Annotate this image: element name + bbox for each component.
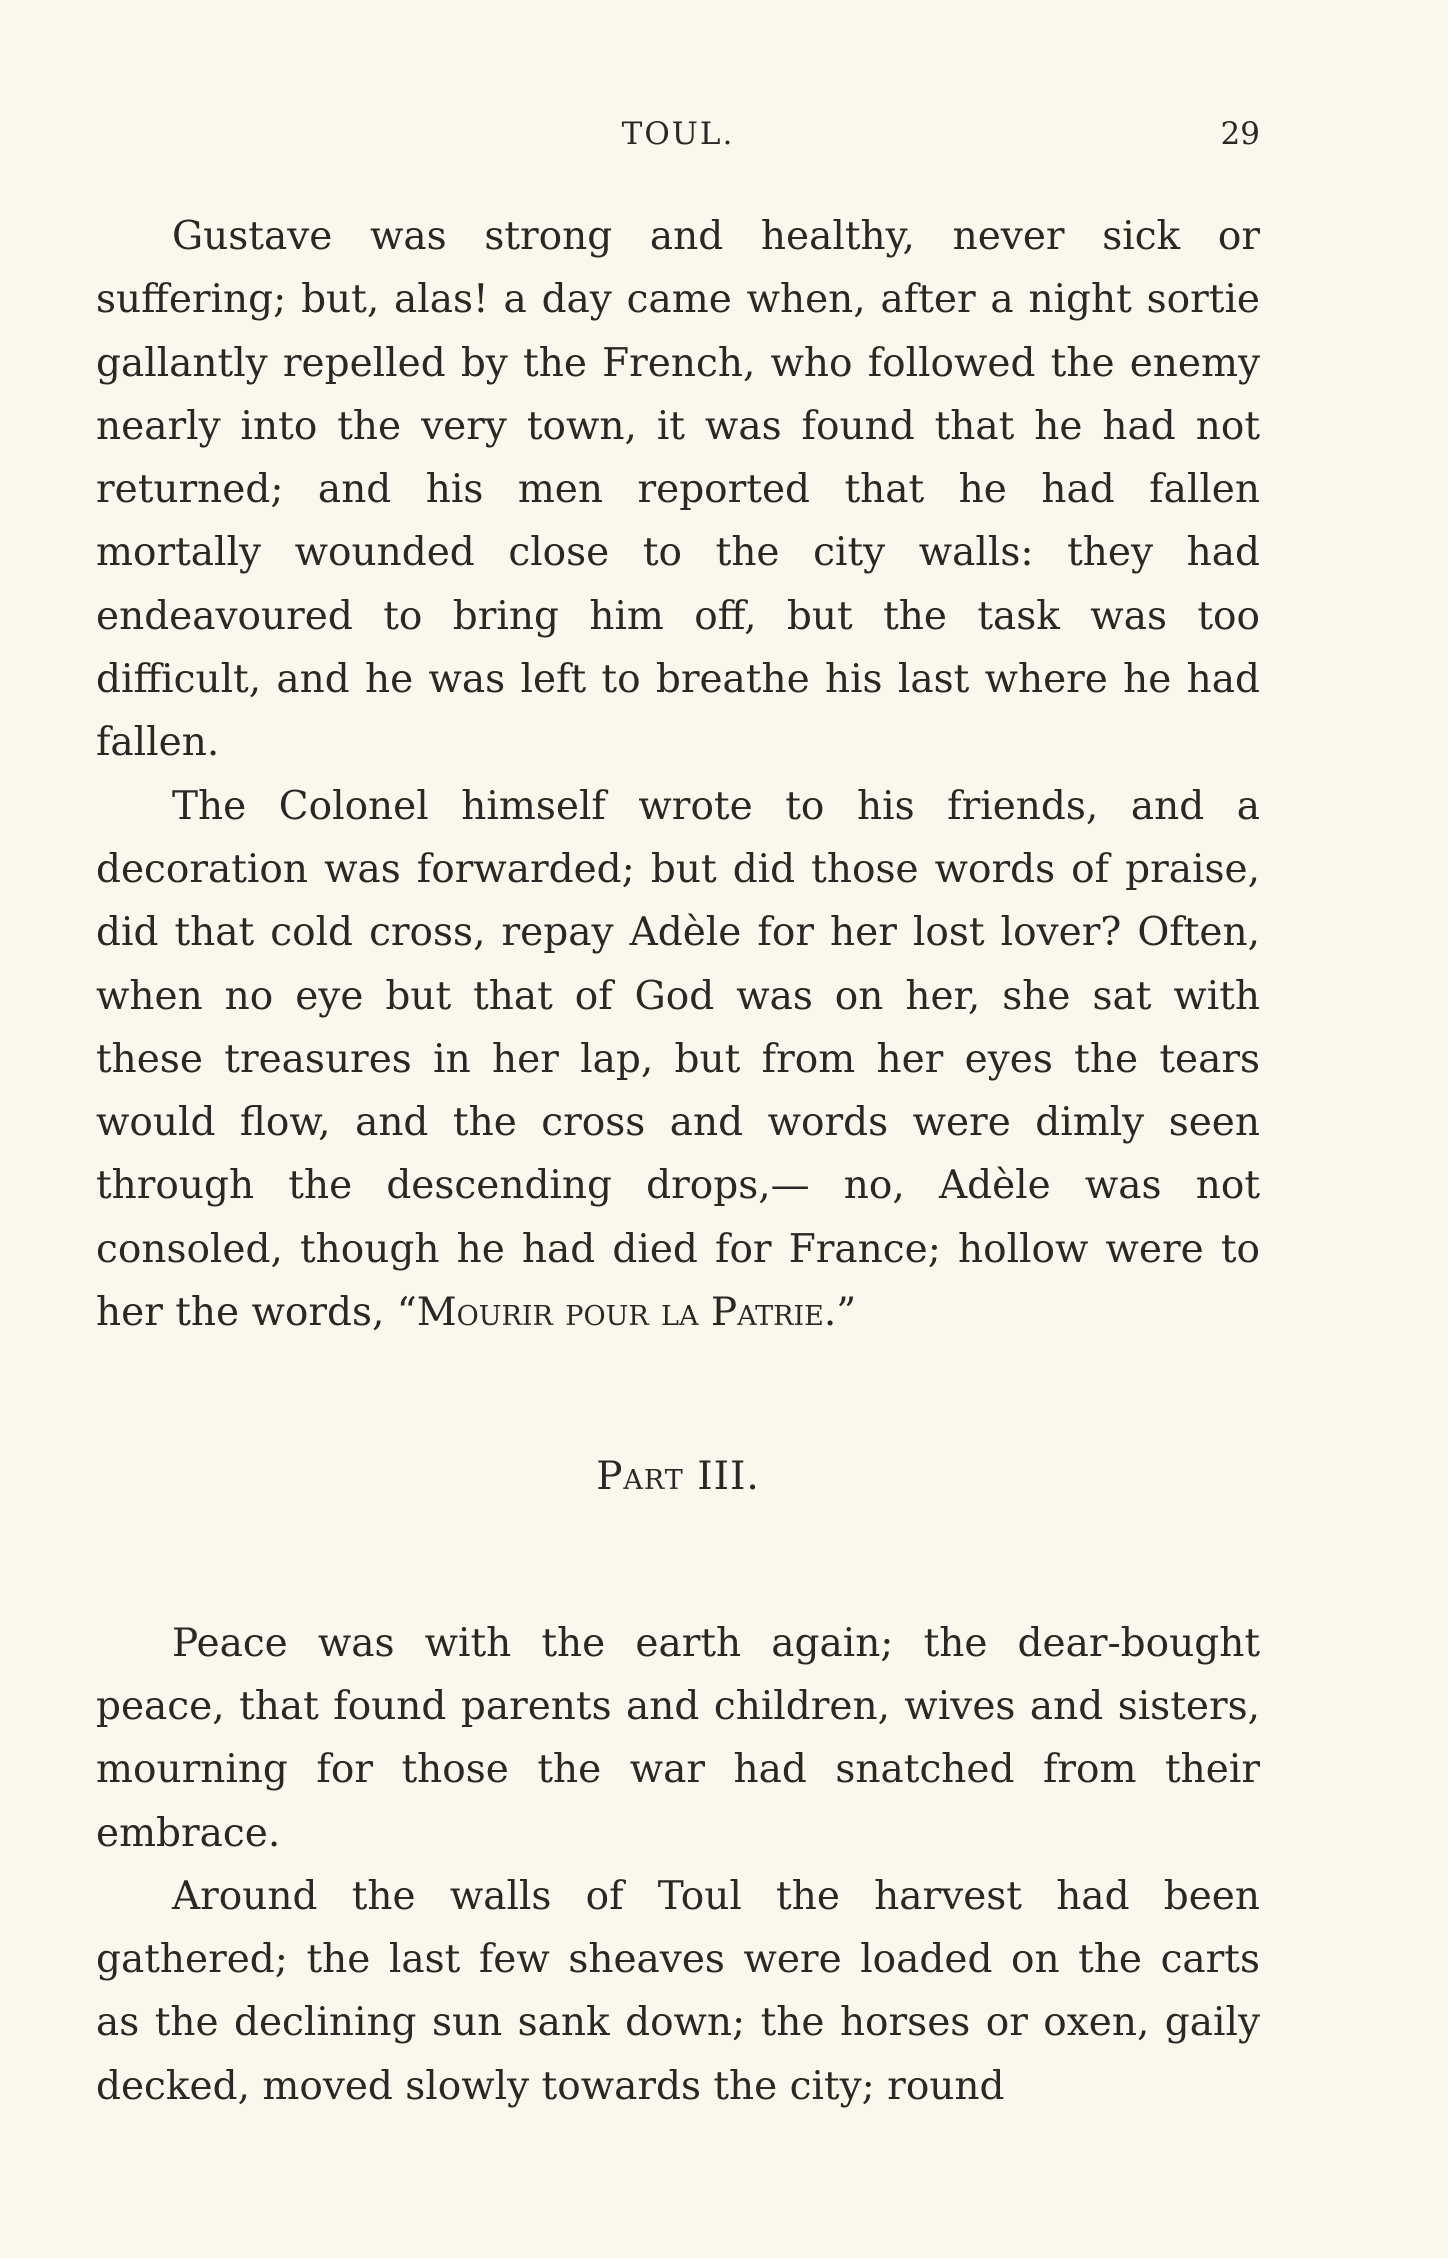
part-heading: Part III. xyxy=(596,1454,760,1500)
running-title: TOUL. xyxy=(621,116,735,152)
motto: Mourir pour la Patrie. xyxy=(416,1290,837,1336)
body-text xyxy=(96,205,1260,2118)
page-number: 29 xyxy=(1220,116,1260,152)
running-head xyxy=(96,116,1260,160)
paragraph-text: The Colonel himself wrote to his friends, and a decoration was forwarded; but did those words of praise, did that cold cross, repay Adèle for her lost lover? Often, when no eye but that of God was on her, she sat with these treasures in her lap, but from her eyes the tears would flow, and the cross and words were dimly seen through the descending drops,— no, Adèle was not consoled, though he had died for France; hollow were to her the words, “ xyxy=(96,783,1260,1336)
paragraph xyxy=(96,775,1260,1345)
paragraph: Peace was with the earth again; the dear-bought peace, that found parents and children, wives and sisters, mourning for those the war had snatched from their embrace. xyxy=(96,1620,1260,1856)
paragraph: Gustave was strong and healthy, never sick or suffering; but, alas! a day came when, after a night sortie gallantly repelled by the French, who followed the enemy nearly into the very town, it was found that he had not returned; and his men reported that he had fallen mortally wounded close to the city walls: they had endeavoured to bring him off, but the task was too difficult, and he was left to breathe his last where he had fallen. xyxy=(96,214,1260,766)
paragraph: Around the walls of Toul the harvest had been gathered; the last few sheaves were loaded on the carts as the declining sun sank down; the horses or oxen, gaily decked, moved slowly towards the city; round xyxy=(96,1873,1260,2109)
closing-quote: ” xyxy=(836,1290,857,1336)
